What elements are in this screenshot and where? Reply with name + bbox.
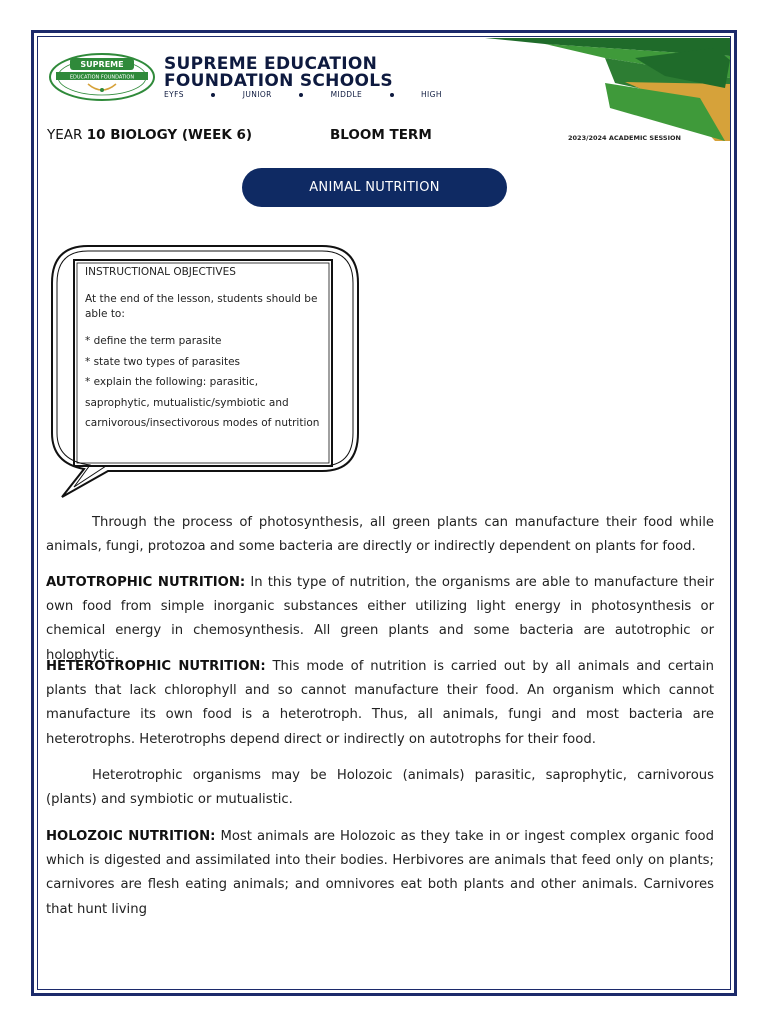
objective-item: * state two types of parasites: [85, 355, 240, 368]
school-logo: [48, 52, 156, 102]
school-levels: [164, 90, 442, 99]
svg-text:EDUCATION FOUNDATION: EDUCATION FOUNDATION: [69, 74, 135, 81]
year-subject: 10 BIOLOGY (WEEK 6): [86, 127, 253, 143]
objective-item: carnivorous/insectivorous modes of nutrition: [85, 417, 320, 429]
header-decoration: [485, 38, 730, 141]
level-high: HIGH: [421, 90, 442, 99]
school-name-line1: SUPREME EDUCATION: [164, 54, 378, 74]
school-name: [164, 56, 393, 90]
heading-holozoic: HOLOZOIC NUTRITION:: [46, 829, 216, 844]
heading-autotrophic: AUTOTROPHIC NUTRITION:: [46, 575, 246, 590]
objectives-box: [85, 265, 325, 434]
year-subject-label: [47, 127, 252, 143]
paragraph-autotrophic: [46, 571, 714, 668]
topic-title: ANIMAL NUTRITION: [242, 168, 507, 207]
session-label: 2023/2024 ACADEMIC SESSION: [568, 134, 681, 142]
level-middle: MIDDLE: [330, 90, 363, 99]
objective-item: * define the term parasite: [85, 335, 222, 347]
bullet-icon: [299, 93, 303, 97]
objectives-intro: At the end of the lesson, students should be able to:: [85, 293, 318, 320]
bullet-icon: [211, 93, 215, 97]
heading-heterotrophic: HETEROTROPHIC NUTRITION:: [46, 659, 266, 674]
paragraph-intro: Through the process of photosynthesis, all green plants can manufacture their food while animals, fungi, protozoa and some bacteria are directly or indirectly dependent on plants for food.: [46, 515, 714, 555]
text-holozoic: Most animals are Holozoic as they take in or ingest complex organic food which is digested and assimilated into their bodies. Herbivores are animals that feed only on plants; carnivores are flesh eating animals; and omnivores eat both plants and other animals. Carnivores that hunt living: [46, 829, 714, 917]
objective-item: saprophytic, mutualistic/symbiotic and: [85, 396, 289, 409]
bullet-icon: [390, 93, 394, 97]
objective-item: * explain the following: parasitic,: [85, 376, 259, 388]
text-heterotrophic: This mode of nutrition is carried out by all animals and certain plants that lack chlorophyll and so cannot manufacture their food. An organism which cannot manufacture its own food is a heterotroph. Thus, all animals, fungi and most bacteria are heterotrophs. Heterotrophs depend direct or indirectly on autotrophs for their food.: [46, 659, 714, 747]
paragraph-heterotrophic: [46, 655, 714, 752]
svg-text:SUPREME: SUPREME: [80, 60, 124, 69]
paragraph-heterotrophic-types: Heterotrophic organisms may be Holozoic (animals) parasitic, saprophytic, carnivorous (plants) and symbiotic or mutualistic.: [46, 768, 714, 808]
level-eyfs: EYFS: [164, 90, 184, 99]
school-name-line2: FOUNDATION SCHOOLS: [164, 71, 393, 91]
level-junior: JUNIOR: [242, 90, 272, 99]
paragraph-holozoic: [46, 825, 714, 922]
text-autotrophic: In this type of nutrition, the organisms are able to manufacture their own food from simple inorganic substances either utilizing light energy in photosynthesis or chemical energy in chemosynthesis. All green plants and some bacteria are autotrophic or holophytic.: [46, 575, 714, 663]
term-label: BLOOM TERM: [330, 127, 432, 143]
objectives-title: INSTRUCTIONAL OBJECTIVES: [85, 266, 236, 278]
year-prefix: YEAR: [47, 127, 83, 143]
